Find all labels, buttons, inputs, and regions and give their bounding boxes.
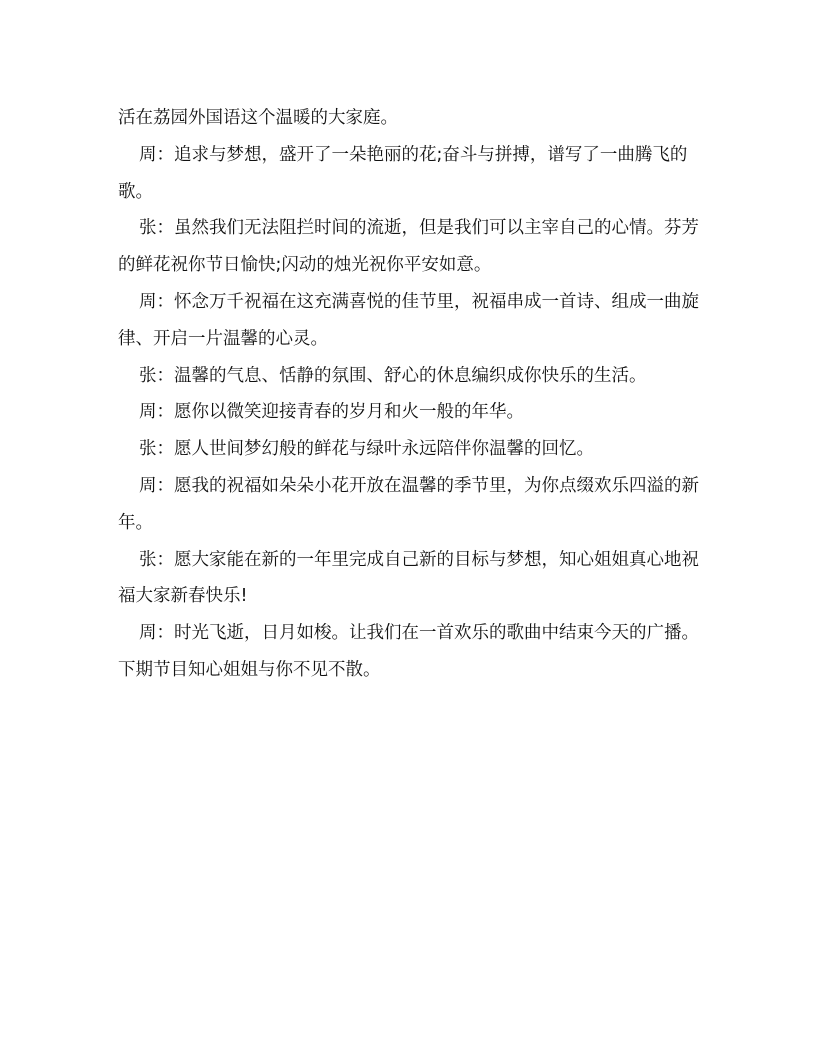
paragraph-continuation: 活在荔园外国语这个温暖的大家庭。 bbox=[118, 108, 398, 128]
paragraph-zhang-3: 张：愿人世间梦幻般的鲜花与绿叶永远陪伴你温馨的回忆。 bbox=[139, 439, 594, 460]
paragraph-zhou-1: 周：追求与梦想，盛开了一朵艳丽的花;奋斗与拼搏，谱写了一曲腾飞的歌。 bbox=[118, 144, 688, 202]
paragraph-zhang-1: 张：虽然我们无法阻拦时间的流逝，但是我们可以主宰自己的心情。芬芳的鲜花祝你节日愉快;闪动的烛光祝你平安如意。 bbox=[118, 218, 699, 276]
paragraph-zhang-2: 张：温馨的气息、恬静的氛围、舒心的休息编织成你快乐的生活。 bbox=[139, 365, 647, 386]
paragraph-zhou-4: 周：愿我的祝福如朵朵小花开放在温馨的季节里，为你点缀欢乐四溢的新年。 bbox=[118, 475, 699, 533]
paragraph-zhou-5: 周：时光飞逝，日月如梭。让我们在一首欢乐的歌曲中结束今天的广播。下期节目知心姐姐与你不见不散。 bbox=[118, 623, 699, 680]
paragraph-zhou-3: 周：愿你以微笑迎接青春的岁月和火一般的年华。 bbox=[139, 402, 524, 423]
paragraph-zhou-2: 周：怀念万千祝福在这充满喜悦的佳节里，祝福串成一首诗、组成一曲旋律、开启一片温馨的心灵。 bbox=[118, 291, 699, 349]
document-body bbox=[118, 100, 700, 689]
paragraph-zhang-4: 张：愿大家能在新的一年里完成自己新的目标与梦想，知心姐姐真心地祝福大家新春快乐! bbox=[118, 549, 699, 607]
